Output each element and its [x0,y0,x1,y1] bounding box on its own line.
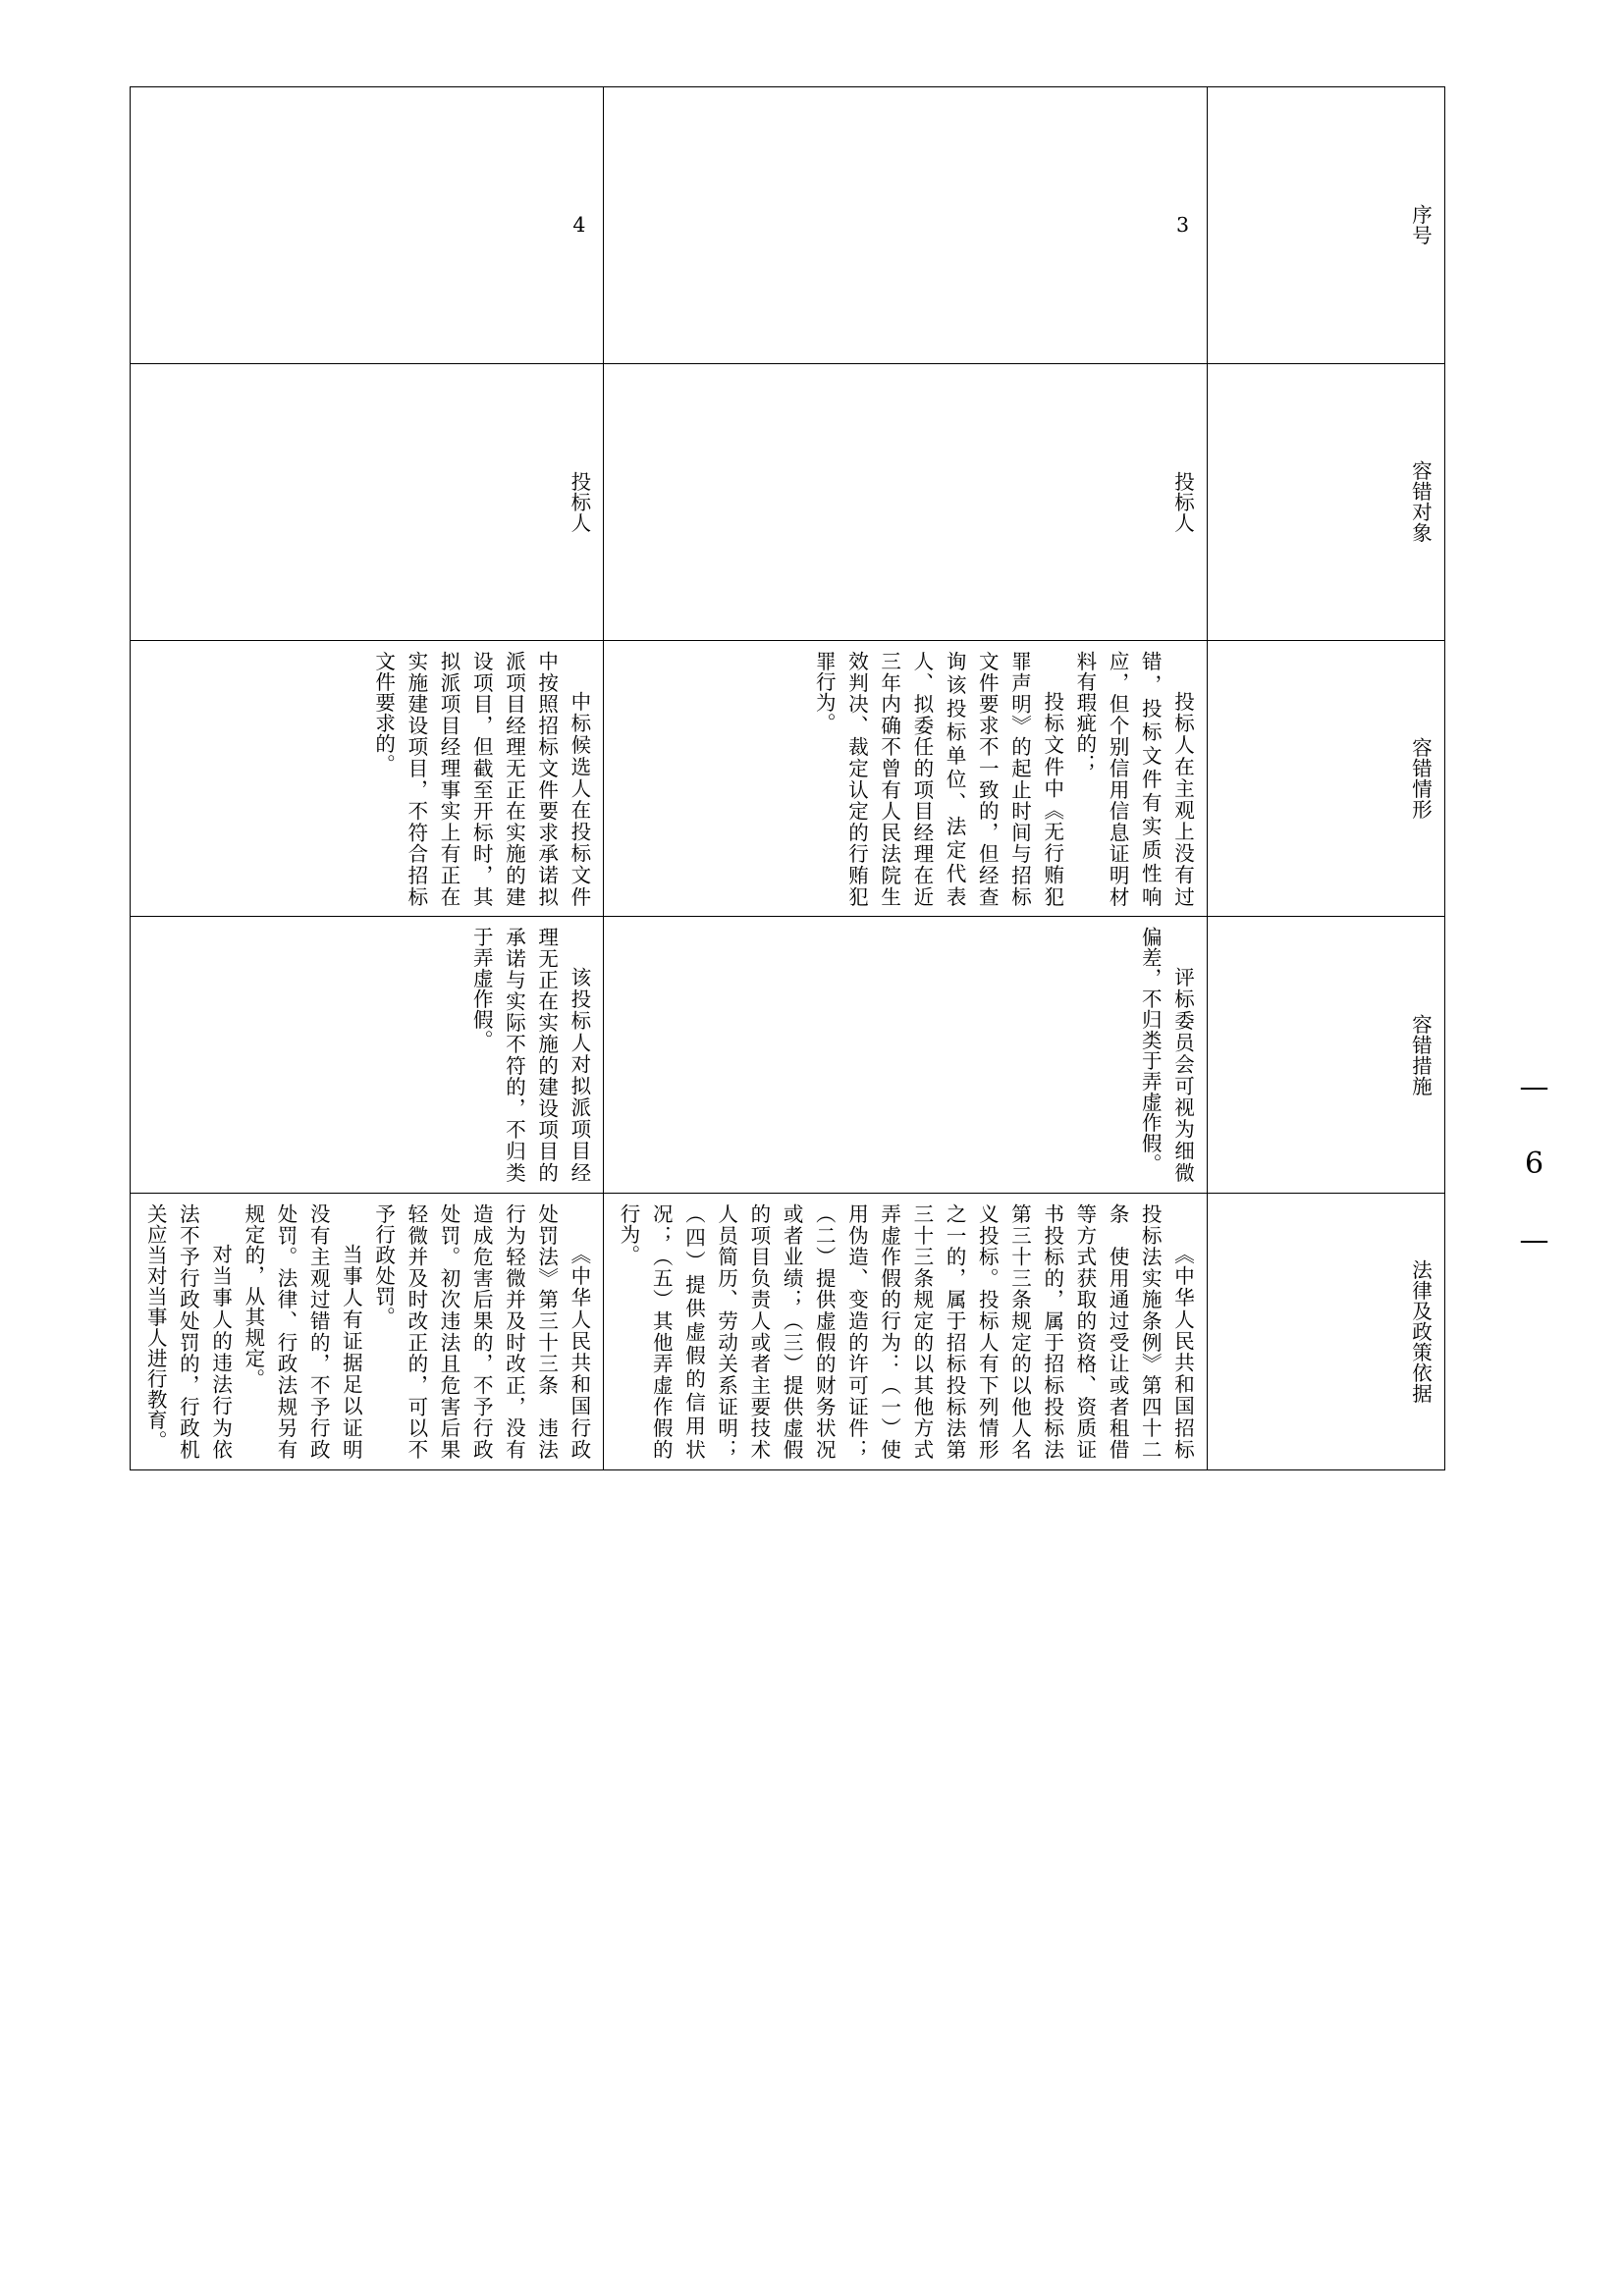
basis-paragraph: 《中华人民共和国招标投标法实施条例》第四十二条 使用通过受让或者租借等方式获取的资格、资质证书投标的，属于招标投标法第三十三条规定的以他人名义投标。投标人有下列情形之一的，属于招标投标法第三十三条规定的以其他方式弄虚作假的行为：（一）使用伪造、变造的许可证件；（二）提供虚假的财务状况或者业绩；（三）提供虚假的项目负责人或者主要技术人员简历、劳动关系证明；（四）提供虚假的信用状况；（五）其他弄虚作假的行为。 [617,1203,1195,1460]
measure-paragraph: 评标委员会可视为细微偏差，不归类于弄虚作假。 [1138,927,1195,1184]
header-situation: 容错情形 [1207,640,1444,917]
page-number: — 6 — [1517,1070,1551,1261]
measure-paragraph: 该投标人对拟派项目经理无正在实施的建设项目的承诺与实际不符的，不归类于弄虚作假。 [469,927,591,1184]
header-object: 容错对象 [1207,363,1444,640]
header-basis: 法律及政策依据 [1207,1194,1444,1470]
basis-paragraph: 对当事人的违法行为依法不予行政处罚的，行政机关应当对当事人进行教育。 [143,1203,233,1460]
cell-seq: 4 [131,87,604,364]
situation-paragraph: 投标文件中《无行贿犯罪声明》的起止时间与招标文件要求不一致的，但经查询该投标单位、法定代表人、拟委任的项目经理在近三年内确不曾有人民法院生效判决、裁定认定的行贿犯罪行为。 [812,650,1064,907]
tolerance-table [130,86,1445,1470]
header-seq: 序号 [1207,87,1444,364]
table-row [603,87,1207,1470]
basis-paragraph: 当事人有证据足以证明没有主观过错的，不予行政处罚。法律、行政法规另有规定的，从其规定。 [241,1203,363,1460]
cell-measure [131,917,604,1194]
cell-seq: 3 [603,87,1207,364]
cell-object: 投标人 [131,363,604,640]
tolerance-table-wrapper [130,86,1433,1470]
header-measure: 容错措施 [1207,917,1444,1194]
situation-paragraph: 投标人在主观上没有过错，投标文件有实质性响应，但个别信用信息证明材料有瑕疵的； [1072,650,1195,907]
cell-situation [603,640,1207,917]
cell-situation [131,640,604,917]
basis-paragraph: 《中华人民共和国行政处罚法》第三十三条 违法行为轻微并及时改正，没有造成危害后果的，不予行政处罚。初次违法且危害后果轻微并及时改正的，可以不予行政处罚。 [371,1203,591,1460]
cell-basis [603,1194,1207,1470]
situation-paragraph: 中标候选人在投标文件中按照招标文件要求承诺拟派项目经理无正在实施的建设项目，但截至开标时，其拟派项目经理事实上有正在实施建设项目，不符合招标文件要求的。 [371,650,591,907]
table-header-row [1207,87,1444,1470]
cell-object: 投标人 [603,363,1207,640]
table-row [131,87,604,1470]
cell-basis [131,1194,604,1470]
cell-measure [603,917,1207,1194]
